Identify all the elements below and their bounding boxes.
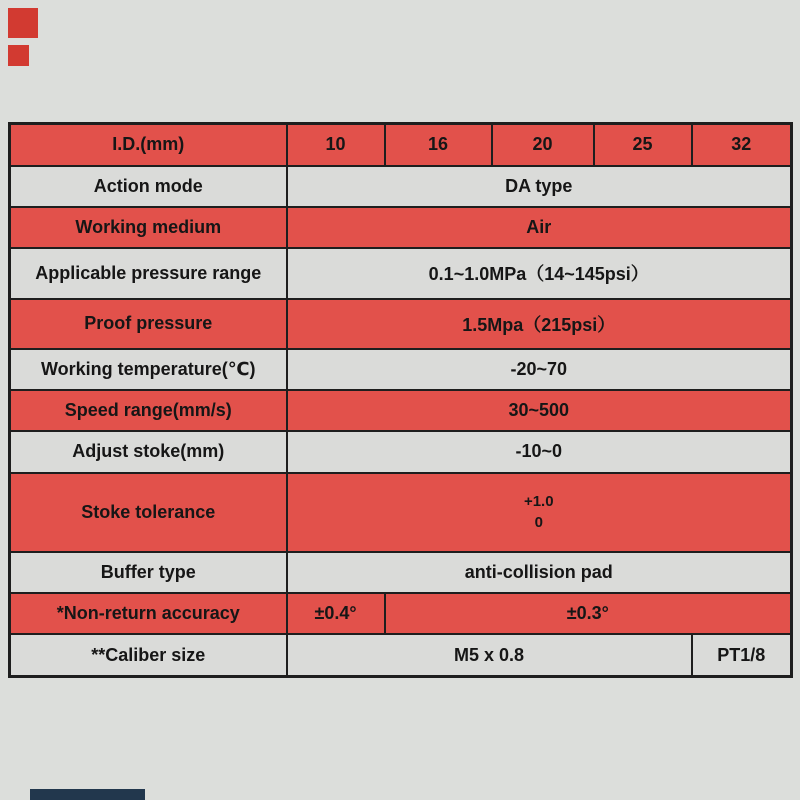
row-label-speed-range: Speed range(mm/s) bbox=[10, 390, 287, 431]
header-size-25: 25 bbox=[594, 124, 692, 166]
decorative-navy-bar bbox=[30, 789, 145, 800]
value-adjust-stoke: -10~0 bbox=[287, 431, 792, 472]
table-row-working-temperature bbox=[10, 349, 792, 390]
value-caliber-size-id10-25: M5 x 0.8 bbox=[287, 634, 692, 676]
table-row-speed-range bbox=[10, 390, 792, 431]
header-size-16: 16 bbox=[385, 124, 492, 166]
value-stoke-tolerance bbox=[287, 473, 792, 552]
row-label-working-medium: Working medium bbox=[10, 207, 287, 248]
value-non-return-accuracy-id16-32: ±0.3° bbox=[385, 593, 792, 634]
row-label-action-mode: Action mode bbox=[10, 166, 287, 207]
table-row-id-header bbox=[10, 124, 792, 166]
table-row-stoke-tolerance bbox=[10, 473, 792, 552]
value-non-return-accuracy-id10: ±0.4° bbox=[287, 593, 385, 634]
value-caliber-size-id32: PT1/8 bbox=[692, 634, 792, 676]
row-label-adjust-stoke: Adjust stoke(mm) bbox=[10, 431, 287, 472]
decorative-red-square-small bbox=[8, 45, 29, 66]
table-row-buffer-type bbox=[10, 552, 792, 593]
table-row-non-return-accuracy bbox=[10, 593, 792, 634]
header-size-10: 10 bbox=[287, 124, 385, 166]
row-label-caliber-size: **Caliber size bbox=[10, 634, 287, 676]
value-buffer-type: anti-collision pad bbox=[287, 552, 792, 593]
spec-table bbox=[8, 122, 793, 678]
table-row-proof-pressure bbox=[10, 299, 792, 349]
row-label-proof-pressure: Proof pressure bbox=[10, 299, 287, 349]
value-speed-range: 30~500 bbox=[287, 390, 792, 431]
value-action-mode: DA type bbox=[287, 166, 792, 207]
table-row-caliber-size bbox=[10, 634, 792, 676]
stoke-tolerance-lower: 0 bbox=[534, 514, 543, 532]
value-proof-pressure: 1.5Mpa（215psi） bbox=[287, 299, 792, 349]
table-row-action-mode bbox=[10, 166, 792, 207]
table-row-working-medium bbox=[10, 207, 792, 248]
row-label-id: I.D.(mm) bbox=[10, 124, 287, 166]
row-label-pressure-range: Applicable pressure range bbox=[10, 248, 287, 298]
value-working-medium: Air bbox=[287, 207, 792, 248]
row-label-non-return-accuracy: *Non-return accuracy bbox=[10, 593, 287, 634]
value-pressure-range: 0.1~1.0MPa（14~145psi） bbox=[287, 248, 792, 298]
value-working-temperature: -20~70 bbox=[287, 349, 792, 390]
header-size-32: 32 bbox=[692, 124, 792, 166]
row-label-stoke-tolerance: Stoke tolerance bbox=[10, 473, 287, 552]
stoke-tolerance-upper: +1.0 bbox=[523, 493, 554, 511]
row-label-working-temperature: Working temperature(℃) bbox=[10, 349, 287, 390]
decorative-red-square-large bbox=[8, 8, 38, 38]
row-label-buffer-type: Buffer type bbox=[10, 552, 287, 593]
table-row-adjust-stoke bbox=[10, 431, 792, 472]
header-size-20: 20 bbox=[492, 124, 594, 166]
table-row-pressure-range bbox=[10, 248, 792, 298]
